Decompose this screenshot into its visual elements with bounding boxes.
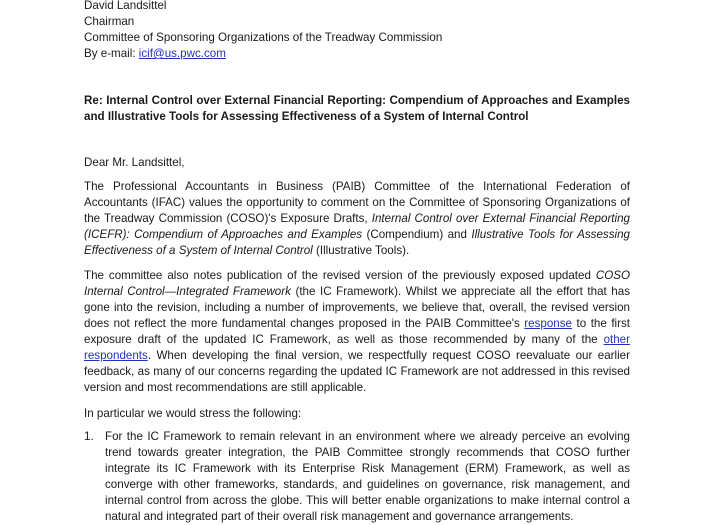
salutation: Dear Mr. Landsittel,	[84, 156, 185, 169]
recipient-address	[84, 0, 644, 62]
numbered-list	[84, 429, 630, 525]
email-prefix: By e-mail:	[84, 47, 139, 60]
paragraph-1-italic-a: Internal Control over External Financial Reporting (ICEFR): Compendium of Approaches and Examples	[84, 212, 631, 241]
paragraph-2-text-a: The committee also notes publication of the revised version of the previously exposed updated	[84, 269, 596, 282]
paragraph-2-text-c: to the first exposure draft of the updated IC Framework, as well as those recommended by many of the	[84, 317, 631, 346]
paragraph-3: In particular we would stress the following:	[84, 407, 302, 420]
other-respondents-link[interactable]: other respondents	[84, 333, 630, 362]
recipient-organization: Committee of Sponsoring Organizations of the Treadway Commission	[84, 31, 443, 44]
recipient-email-line	[84, 46, 644, 62]
recipient-name: David Landsittel	[84, 0, 167, 12]
paragraph-1-text-b: (Compendium) and	[362, 228, 472, 241]
response-link[interactable]: response	[524, 317, 572, 330]
subject-line: Re: Internal Control over External Financial Reporting: Compendium of Approaches and Examples and Illustrative Tools for Assessing Effectiveness of a System of Internal Control	[84, 94, 630, 123]
paragraph-2-text-b: (the IC Framework). Whilst we appreciate all the effort that has gone into the revision, including a number of improvements, we believe that, overall, the revised version does not reflect the more fundamental changes proposed in the PAIB Committee's	[84, 285, 630, 330]
paragraph-1-text-a: The Professional Accountants in Business (PAIB) Committee of the International Federation of Accountants (IFAC) values the opportunity to comment on the Committee of Sponsoring Organizations of the Treadway Commission (COSO)'s Exposure Drafts,	[84, 180, 630, 225]
list-item-number: 1.	[84, 430, 94, 443]
paragraph-1-text-c: (Illustrative Tools).	[312, 244, 410, 257]
paragraph-2	[84, 268, 630, 396]
paragraph-2-text-d: . When developing the final version, we respectfully request COSO reevaluate our earlier feedback, as many of our concerns regarding the updated IC Framework are not addressed in this revised version and most recommendations are still applicable.	[84, 349, 630, 394]
paragraph-1	[84, 179, 630, 259]
paragraph-2-italic: COSO Internal Control—Integrated Framework	[84, 269, 630, 298]
recipient-role: Chairman	[84, 15, 135, 28]
email-link[interactable]: icif@us.pwc.com	[138, 47, 226, 60]
list-item-text: For the IC Framework to remain relevant in an environment where we already perceive an evolving trend towards greater integration, the PAIB Committee strongly recommends that COSO further integrate its IC Framework with its Enterprise Risk Management (ERM) Framework, as well as converge with other frameworks, standards, and guidelines on governance, risk management, and internal control from across the globe. This will better enable organizations to make internal control a natural and integrated part of their overall risk management and governance arrangements.	[105, 430, 630, 523]
paragraph-1-italic-b: Illustrative Tools for Assessing Effectiveness of a System of Internal Control	[84, 228, 630, 257]
